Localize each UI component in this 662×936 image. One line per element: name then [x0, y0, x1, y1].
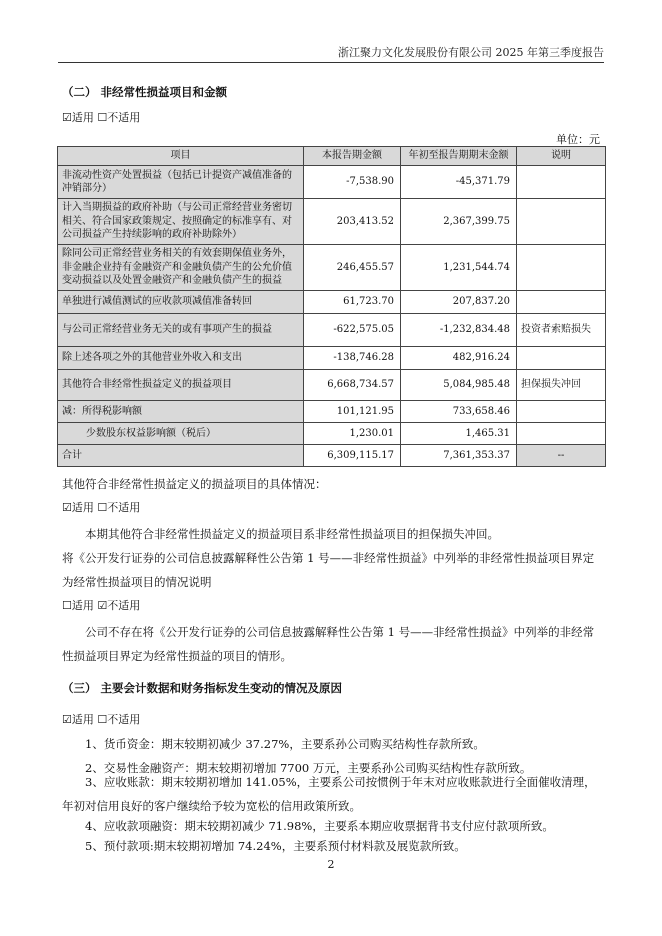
row-current: 61,723.70 — [304, 291, 401, 314]
row-current: 203,413.52 — [304, 199, 401, 245]
table-header-row — [58, 147, 606, 166]
row-note — [517, 245, 606, 291]
row-ytd: -1,232,834.48 — [401, 314, 517, 347]
row-ytd: 482,916.24 — [401, 347, 517, 370]
row-item: 非流动性资产处置损益（包括已计提资产减值准备的冲销部分） — [58, 166, 304, 199]
row-note — [517, 423, 606, 445]
list-item: 1、货币资金：期末较期初减少 37.27%，主要系孙公司购买结构性存款所致。 — [85, 737, 485, 751]
section3-applicable: ☑适用 ☐不适用 — [62, 713, 141, 726]
defined-answer: 公司不存在将《公开发行证券的公司信息披露解释性公告第 1 号——非经常性损益》中列举的非经常性损益项目界定为经常性损益的项目的情形。 — [62, 625, 595, 663]
non-recurring-table — [57, 146, 606, 467]
list-item: 3、应收账款：期末较期初增加 141.05%，主要系公司按惯例于年末对应收账款进行全面催收清理，年初对信用良好的客户继续给予较为宽松的信用政策所致。 — [62, 775, 596, 813]
unit-label: 单位：元 — [556, 133, 600, 146]
row-item: 减：所得税影响额 — [58, 401, 304, 423]
row-item: 计入当期损益的政府补助（与公司正常经营业务密切相关、符合国家政策规定、按照确定的标准享有、对公司损益产生持续影响的政府补助除外） — [58, 199, 304, 245]
row-ytd: 1,231,544.74 — [401, 245, 517, 291]
col-header-current: 本报告期金额 — [304, 147, 401, 166]
row-current: 6,309,115.17 — [304, 445, 401, 467]
row-ytd: 207,837.20 — [401, 291, 517, 314]
row-note — [517, 291, 606, 314]
table-row — [58, 291, 606, 314]
defined-explanation: 将《公开发行证券的公司信息披露解释性公告第 1 号——非经常性损益》中列举的非经常性损益项目界定为经常性损益项目的情况说明 — [62, 551, 595, 589]
other-items-applicable: ☑适用 ☐不适用 — [62, 501, 141, 514]
row-item: 除同公司正常经营业务相关的有效套期保值业务外，非金融企业持有金融资产和金融负债产生的公允价值变动损益以及处置金融资产和金融负债产生的损益 — [58, 245, 304, 291]
table-row-total — [58, 445, 606, 467]
row-current: -7,538.90 — [304, 166, 401, 199]
table-row — [58, 199, 606, 245]
header-rule — [58, 62, 604, 63]
row-ytd: 2,367,399.75 — [401, 199, 517, 245]
page-header: 浙江聚力文化发展股份有限公司 2025 年第三季度报告 — [338, 46, 604, 59]
row-current: 101,121.95 — [304, 401, 401, 423]
row-note: 担保损失冲回 — [517, 370, 606, 401]
row-note: 投资者索赔损失 — [517, 314, 606, 347]
table-row — [58, 401, 606, 423]
other-items-text: 本期其他符合非经常性损益定义的损益项目系非经常性损益项目的担保损失冲回。 — [85, 527, 499, 541]
row-ytd: -45,371.79 — [401, 166, 517, 199]
row-current: 1,230.01 — [304, 423, 401, 445]
row-item: 单独进行减值测试的应收款项减值准备转回 — [58, 291, 304, 314]
row-item: 其他符合非经常性损益定义的损益项目 — [58, 370, 304, 401]
row-current: -138,746.28 — [304, 347, 401, 370]
page-number: 2 — [327, 858, 335, 871]
list-item: 4、应收款项融资：期末较期初减少 71.98%，主要系本期应收票据背书支付应付款项所致。 — [85, 819, 554, 833]
section2-title: （二） 非经常性损益项目和金额 — [62, 85, 228, 99]
table-row — [58, 423, 606, 445]
row-current: 6,668,734.57 — [304, 370, 401, 401]
row-ytd: 5,084,985.48 — [401, 370, 517, 401]
row-note — [517, 199, 606, 245]
row-item: 除上述各项之外的其他营业外收入和支出 — [58, 347, 304, 370]
row-current: -622,575.05 — [304, 314, 401, 347]
table-row — [58, 347, 606, 370]
row-ytd: 733,658.46 — [401, 401, 517, 423]
list-item: 5、预付款项:期末较期初增加 74.24%，主要系预付材料款及展览款所致。 — [85, 839, 466, 853]
col-header-note: 说明 — [517, 147, 606, 166]
table-row — [58, 245, 606, 291]
row-item: 少数股东权益影响额（税后） — [58, 423, 304, 445]
defined-applicable: ☐适用 ☑不适用 — [62, 599, 141, 612]
row-note: -- — [517, 445, 606, 467]
table-row — [58, 370, 606, 401]
row-note — [517, 166, 606, 199]
section2-applicable: ☑适用 ☐不适用 — [62, 111, 141, 124]
col-header-ytd: 年初至报告期期末金额 — [401, 147, 517, 166]
row-item: 与公司正常经营业务无关的或有事项产生的损益 — [58, 314, 304, 347]
row-current: 246,455.57 — [304, 245, 401, 291]
row-note — [517, 401, 606, 423]
row-ytd: 7,361,353.37 — [401, 445, 517, 467]
row-ytd: 1,465.31 — [401, 423, 517, 445]
other-items-title: 其他符合非经常性损益定义的损益项目的具体情况： — [62, 477, 327, 491]
col-header-item: 项目 — [58, 147, 304, 166]
list-item: 2、交易性金融资产：期末较期初增加 7700 万元，主要系孙公司购买结构性存款所致。 — [85, 761, 532, 775]
section3-title: （三） 主要会计数据和财务指标发生变动的情况及原因 — [62, 681, 343, 695]
table-row — [58, 314, 606, 347]
table-row — [58, 166, 606, 199]
row-item: 合计 — [58, 445, 304, 467]
row-note — [517, 347, 606, 370]
